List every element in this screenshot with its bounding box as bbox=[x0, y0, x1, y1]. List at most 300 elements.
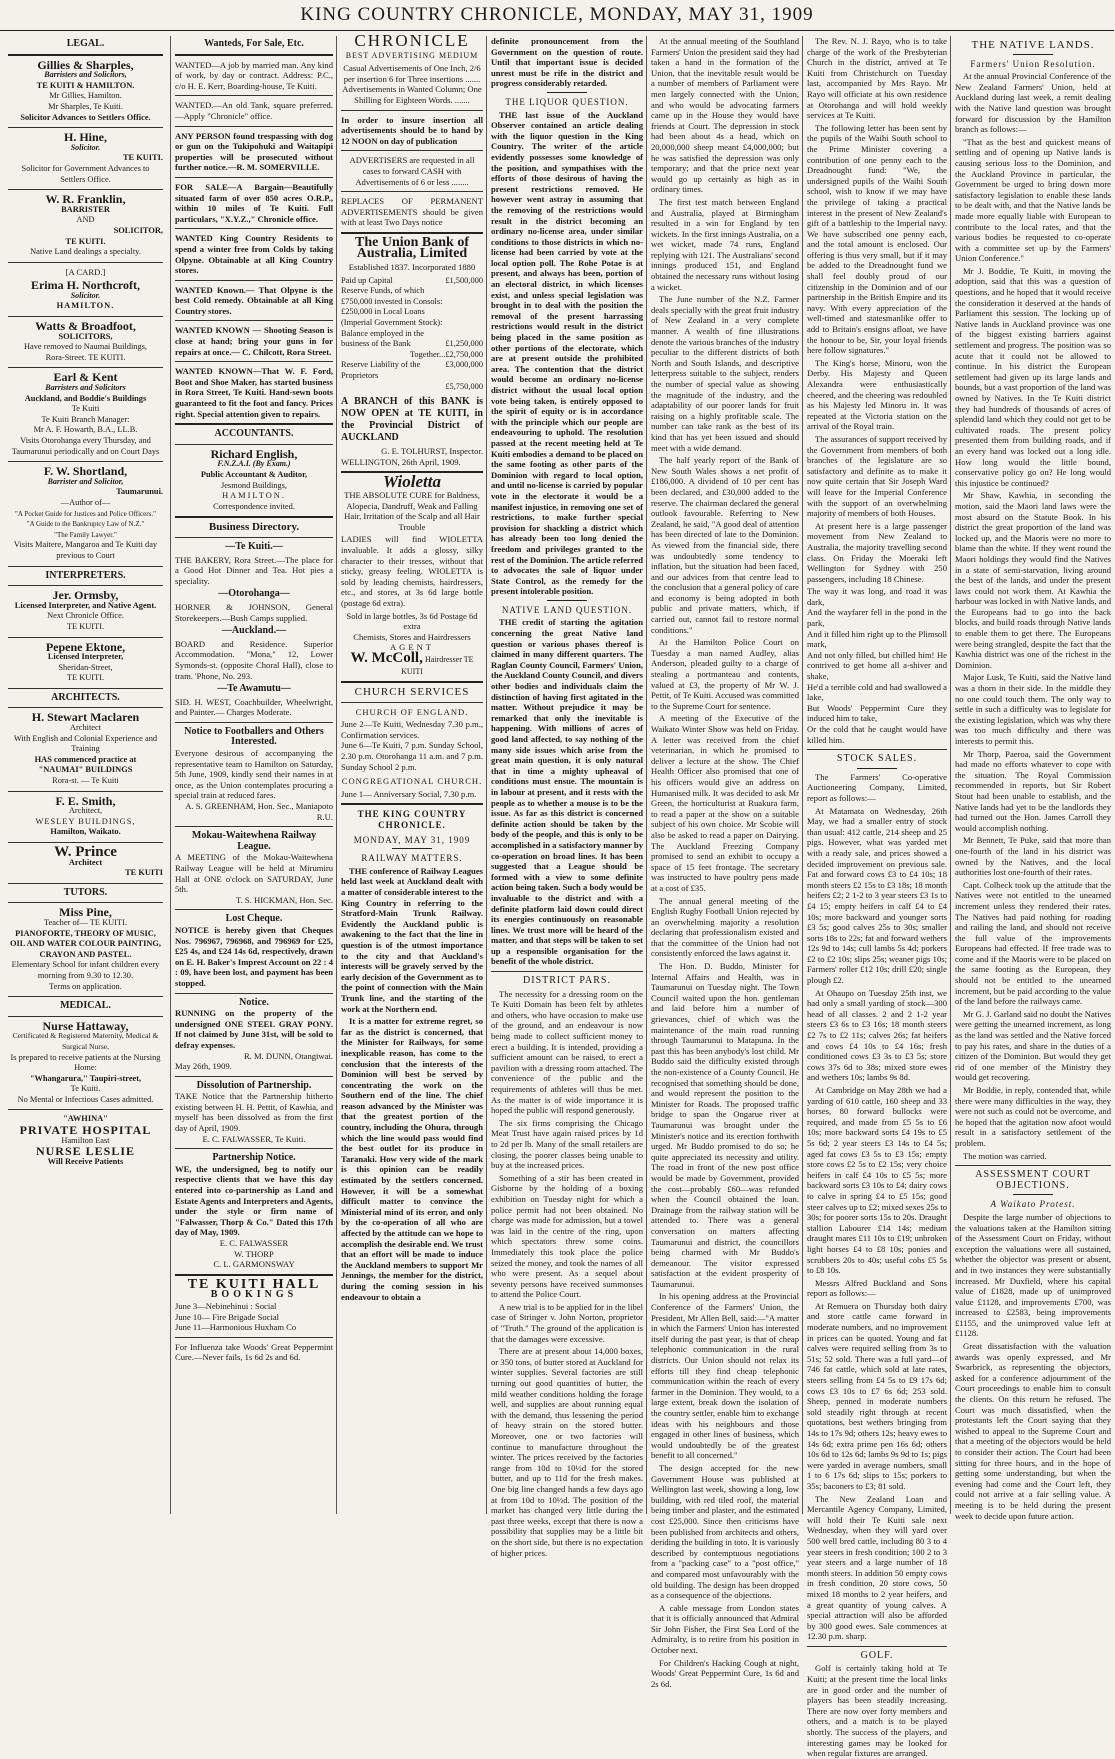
article-paragraph: The six firms comprising the Chicago Meat Trust have again raised prices by 1d to 2d per lb. Many of the small retailers are closing, the poorer classes being unable to buy at the increased prices. bbox=[491, 1117, 643, 1171]
notice-signature: W. THORP bbox=[234, 1248, 274, 1259]
card-line: "A Pocket Guide for Justices and Police Officers." bbox=[15, 509, 156, 518]
article-golf bbox=[807, 1663, 947, 1758]
hall-booking: June 3—Nebinehinui : Social bbox=[175, 1300, 277, 1311]
insertion-notice bbox=[341, 115, 483, 147]
article-paragraph: "That as the best and quickest means of settling and of opening up Native lands is causing serious loss to the Dominion, and the Auckland Province in particular, the Government be urged to bring down more satisfactory legislation to enable these lands to be dealt with, and that the Native lands be made more equally liable with European to contribute to the local rates, and that the various bodies be requested to co-operate with a committee set up by the Farmers' Union Conference." bbox=[955, 136, 1111, 264]
bank-table bbox=[341, 276, 483, 393]
section-tutors: TUTORS. bbox=[63, 886, 108, 898]
agent-name: W. McColl, bbox=[350, 649, 423, 666]
column-news bbox=[646, 36, 803, 1689]
article-paragraph: The Rev. N. J. Rayo, who is to take charge of the work of the Presbyterian Church in the district, arrived at Te Kuiti from Christchurch on Tuesday last, accompanied by Mrs Rayo. Mr Rayo will officiate at his own residence at Otorohanga and will hold weekly services at Te Kuiti. bbox=[807, 36, 947, 121]
card-line: PIANOFORTE, THEORY OF MUSIC, OIL AND WATER COLOUR PAINTING, CRAYON AND PASTEL. bbox=[9, 928, 161, 959]
article-paragraph: The June number of the N.Z. Farmer deals specially with the great fruit industry of New Zealand in a very complete manner. A wealth of fine illustrations denote the various branches of the industry peculiar to the different districts of both North and South Islands, and descriptive letterpress suitable to the subject, renders the number of special value as showing the magnitude of the industry, and the adaptability of our poorer lands for fruit raising on a highly profitable scale. The number can take rank as the best of its kind that has yet been issued and should meet with a wide demand. bbox=[651, 294, 799, 453]
agent-title: Hairdresser TE KUITI bbox=[401, 654, 474, 676]
card-shortland bbox=[8, 466, 163, 561]
ad-text: AGENT bbox=[389, 642, 435, 653]
card-line: Sheridan-Street, bbox=[58, 662, 113, 672]
ad-text: SID. H. WEST, Coachbuilder, Wheelwright, and Painter.— Charges Moderate. bbox=[175, 696, 333, 718]
table-row bbox=[341, 360, 483, 381]
service-item: June 2—Te Kuiti, Wednesday 7.30 p.m., Confirmation services. bbox=[341, 719, 483, 740]
article-paragraph: A cable message from London states that it is officially announced that Admiral Sir John Fisher, the First Sea Lord of the Admiralty, is to retire from his position in October next. bbox=[651, 1602, 799, 1656]
chronicle-subtitle: BEST ADVERTISING MEDIUM bbox=[345, 50, 479, 60]
card-name: Pepene Ektone, bbox=[45, 639, 126, 654]
card-name: H. Stewart Maclaren bbox=[31, 710, 140, 725]
table-row bbox=[341, 276, 483, 287]
card-label: [A CARD.] bbox=[65, 266, 106, 277]
card-line: Solicitor for Government Advances to Settlers Office. bbox=[21, 163, 150, 184]
classified-ad bbox=[175, 285, 333, 317]
directory-town: —Otorohanga— bbox=[218, 588, 290, 600]
article-heading: GOLF. bbox=[860, 1649, 894, 1661]
masthead: KING COUNTRY CHRONICLE, MONDAY, MAY 31, 1909 bbox=[0, 0, 1114, 31]
notice-partnership bbox=[175, 1153, 333, 1270]
article-heading: DISTRICT PARS. bbox=[523, 975, 611, 987]
card-line: TE KUITI. bbox=[66, 621, 105, 631]
ad-text: WANTED KNOWN—That W. F. Ford, Boot and Shoe Maker, has started business in Rora Street, Te Kuiti. Hand-sewn boots guaranteed to fit the foot and fancy. Prices right. Special attention given to repairs. bbox=[175, 366, 333, 419]
table-row bbox=[341, 350, 483, 361]
card-line: Visits Otorohanga every Thursday, and Taumarunui periodically and on Court Days bbox=[11, 436, 160, 456]
notice-pony bbox=[175, 998, 333, 1072]
card-line: Elementary School for infant children every morning from 9.30 to 12.30. bbox=[11, 960, 160, 980]
article-paragraph: The half yearly report of the Bank of New South Wales shows a net profit of £186,000. A dividend of 10 per cent has been declared, and £30,000 added to the reserve. The chairman declared the general outlook favourable. Referring to New Zealand, he said, "A good deal of attention has been directed of late to the Dominion. As viewed from the financial side, there was undoubtedly some tendency to inflation, but the situation had been faced, and our advices from that centre lead to the conclusion that a general policy of care and economy is being adopted in both public and private matters, which, if carried out, cannot fail to restore normal conditions." bbox=[651, 455, 799, 635]
classified-ad bbox=[175, 182, 333, 224]
card-line: Terms on application. bbox=[49, 981, 122, 991]
article-paragraph: The King's horse, Minoru, won the Derby. His Majesty and Queen Alexandra were enthusiastically cheered, and the cheering was redoubled as his Majesty led Minoru in. It was repeated at the Victoria station on the arrival of the Royal train. bbox=[807, 357, 947, 432]
article-heading: NATIVE LAND QUESTION. bbox=[501, 604, 633, 615]
classified-ad bbox=[175, 325, 333, 357]
article-paragraph: Major Lusk, Te Kuiti, said the Native land was a thorn in their side. In the middle they no one could touch them. The only way to settle in such a difficulty was to legislate for the existing legislation, which was why there was too much difficulty and there was interests to permit this. bbox=[955, 672, 1111, 746]
card-title: Barrister and Solicitor, bbox=[47, 476, 124, 486]
editorial-date: MONDAY, MAY 31, 1909 bbox=[353, 834, 471, 845]
row-value: £5,750,000 bbox=[445, 381, 483, 391]
card-name: Richard English, bbox=[210, 446, 298, 461]
card-title: Architect, bbox=[68, 806, 103, 816]
column-news-stock bbox=[802, 36, 951, 1759]
branch-text: A BRANCH of this BANK is NOW OPEN at TE KUITI, in the Provincial District of AUCKLAND bbox=[341, 396, 483, 444]
row-value: £3,000,000 bbox=[445, 360, 483, 370]
card-line: Correspondence invited. bbox=[213, 501, 295, 511]
card-line: Hamilton East bbox=[61, 1135, 110, 1145]
card-line: Hamilton, Waikato. bbox=[50, 827, 121, 837]
card-line: Will Receive Patients bbox=[47, 1156, 124, 1166]
directory-entry bbox=[175, 639, 333, 681]
hall-subtitle: BOOKINGS bbox=[210, 1289, 298, 1301]
notice-text: TAKE Notice that the Partnership hitherto existing between H. H. Pettit, of Kawhia, and myself has been dissolved as from the first day of April, 1909. bbox=[175, 1091, 333, 1134]
card-line: SOLICITOR, bbox=[113, 225, 163, 235]
hall-booking: June 10— Fire Brigade Social bbox=[175, 1311, 280, 1322]
article-stock-sales bbox=[807, 772, 947, 1642]
article-heading: THE NATIVE LANDS. bbox=[971, 39, 1095, 51]
notice-signature: R. M. DUNN, Otangiwai. bbox=[243, 1050, 333, 1061]
section-medical: MEDICAL. bbox=[60, 1000, 111, 1012]
article-paragraph: At Matamata on Wednesday, 26th May, we had a smaller entry of stock than usual: 412 cattle, 214 sheep and 25 pigs. However, what was yarded met with a ready sale, and prices showed a decided improvement on previous sale. Fat and forward cows £3 to £4 10s; 18 month steers £2 15s to £3 18s; 18 month heifers £2; 2 1-2 to 3 year steers £3 1s to £4 15; empty heifers in calf £4 to £4 10s; more backward and younger sorts £3 5s; good calves 25s to 30s; smaller sorts 18s to 22s; fat and forward wethers 12s 9d to 14s; cull lambs 5s 4d; porkers £2 to £2 10s; slips 25s; weaner pigs 10s; Farmers' roller £12 10s; drill £20; single plough £2. bbox=[807, 805, 947, 986]
church-subheading: CONGREGATIONAL CHURCH. bbox=[341, 776, 483, 787]
card-title: Architect bbox=[69, 723, 102, 733]
section-accountants: ACCOUNTANTS. bbox=[214, 428, 294, 440]
article-paragraph: At the annual meeting of the Southland Farmers' Union the president said they had taken a hand in the formation of the Union, that the inevitable result would be a number of members of Parliament were men largely connected with the Union, and who would be advocating farmers came up in the House they would have friends at Court. The depression in stock had been about 4s a head, which on 20,000,000 sheep meant £4,000,000; but he was satisfied the depression was only temporary; and that the price next year would go up certainly as high as in ordinary times. bbox=[651, 36, 799, 195]
card-line: "Whangarura," Taupiri-street, bbox=[29, 1073, 142, 1083]
directory-town: —Te Awamutu— bbox=[217, 683, 291, 695]
row-label bbox=[341, 382, 445, 393]
article-paragraph: The following letter has been sent by the pupils of the Waihi South school to the Prime Minister covering a contribution of one penny each to the Dreadnought fund: "We, the undersigned pupils of the Waihi South school, wish to know if we may have the privilege of taking a practical interest in the present of New Zealand's gift of a battleship to the Imperial navy. We have subscribed one penny each, and the total amount is enclosed. Our offering is thus very small, but if it may be added to the Dreadnought fund we shall feel doubly proud of our citizenship in the Dominion and of our partnership in the British Empire and its navy. With every appreciation of the well-timed and statesmanlike offer to add to Britain's ensigns afloat, we have the honour to be, Sir, your loyal friends here follow signatures." bbox=[807, 122, 947, 356]
card-line: Have removed to Naumai Buildings, bbox=[23, 342, 148, 352]
card-town: HAMILTON. bbox=[56, 301, 115, 311]
card-title: Solicitor. bbox=[70, 142, 101, 152]
card-line: AND bbox=[76, 215, 95, 225]
card-franklin bbox=[8, 194, 163, 258]
card-name: Jer. Ormsby, bbox=[52, 588, 119, 603]
article-verse: The way it was long, and road it was dark, And the wayfarer fell in the pond in the park, And it filled him right up to the Plimsoll mark, And not only filled, but chilled him! He contrived to get home all a-shiver and shake, He'd a terrible cold and had swallowed a lake, But Woods' Peppermint Cure they induced him to take, Or the cold that he caught would have killed him. bbox=[807, 586, 947, 745]
article-paragraph: The Hon. D. Buddo, Minister for Internal Affairs and Health, was in Taumarunui on Tuesday night. The Town Council waited upon the hon. gentleman and laid before him a number of grievances, chief of which was the maintenance of the main road running through Taumarunui to Matapuna. In the past this has been anybody's lost child. Mr Buddo said the difficulty existed through the non-existence of a County Council. He recognised that something should be done, and would represent the position to the Minister for Roads. The proposed traffic bridge to span the Ongarue river at Taumarunui was brought under the Minister's notice and its erection forthwith urged. Mr Buddo promised to do so; he quite appreciated its necessity and utility. The road in front of the new post office would be made by Government, provided the cost—probably £60—was refunded when the Council obtained the loan. Drainage from the railway station will be attended to. There was a general conversation on matters affecting Taumarunui and district, the councillors being charmed with Mr Buddo's demeanour. The visitor expressed satisfaction at the evident prosperity of Taumarunui. bbox=[651, 961, 799, 1289]
replaces-notice bbox=[341, 196, 483, 228]
article-paragraph: Golf is certainly taking hold at Te Kuiti; at the present time the local links are in good order and the number of players has been steadily increasing. There are now over forty members and others, and a match is to be played shortly. The success of the players, and interesting games may be looked for when regular fixtures are arranged. bbox=[807, 1663, 947, 1759]
ad-text: WANTED King Country Residents to spend a winter free from Colds by taking Olpyne. Obtainable at all King Country stores. bbox=[175, 233, 333, 276]
card-title: Architect bbox=[68, 857, 103, 867]
card-title: Barristers and Solicitors bbox=[45, 383, 126, 393]
article-native-land bbox=[491, 617, 643, 967]
ad-text: For Influenza take Woods' Great Peppermint Cure.—Never fails, 1s 6d 2s and 6d. bbox=[175, 1341, 333, 1363]
article-paragraph: Great dissatisfaction with the valuation awards was openly expressed, and Mr Swarbrick, as representing the objectors, asked for a conference adjournment of the Court proceedings to enable him to consult the clients. On this return he refused. The Court was much dissatisfied, when the protestants left the Court saying that they wished to appeal to the Supreme Court and that a meeting of the objectors would be held to consider their action. The Court had been sitting for three hours, and in the hope of getting some understanding, but when the evening had come and the Court left, they could not arrive at a fair selling value. A meeting is to be held during the present week to decide upon future action. bbox=[955, 1341, 1111, 1521]
card-line: Licensed Interpreter, bbox=[47, 652, 124, 662]
notice-text: NOTICE is hereby given that Cheques Nos. 796967, 796968, and 796969 for £25, £25 4s, and £24 14s 6d, respectively, drawn on E. H. Baker's Imprest Account on 22 : 4 : 09, have been lost, and payment has been stopped. bbox=[175, 924, 333, 988]
article-paragraph: At Cambridge on May 28th we had a yarding of 610 cattle, 160 sheep and 33 horses, 80 forward bullocks were required, and made from £5 5s to £6 10s; more backward sorts £4 19s to £5 5s 6d; 2 year steers £3 14s to £4 5s; aged fat cows £3 5s to £3 15s; empty store cows £2 5s to £2 15s; very choice heifers in calf £4 10s to £5 5s; more backward sorts £3 10s to £4; dairy cows to calve in spring £4 to £5 15s; good steer calves up to £2; mixed sexes 25s to 30s; for poorer sorts 15s to 20s. Draught stallion Labourer £14 14s; medium draught mares £11 10s to £19; unbroken light horses £4 to £8 10s; ponies and scrubbers 20s to 40s; useful cobs £5 5s to £8 10s. bbox=[807, 1085, 947, 1276]
wioletta-title: Wioletta bbox=[383, 472, 441, 492]
article-news-items bbox=[807, 36, 947, 745]
wioletta-agent bbox=[341, 611, 483, 678]
rates-text: Advertisements in Wanted Column; One Shilling for Eighteen Words. ....... bbox=[342, 84, 482, 105]
wioletta-ladies bbox=[341, 534, 483, 608]
notice-signature: E. C. FALWASSER, Te Kuiti. bbox=[202, 1133, 306, 1144]
article-paragraph: Something of a stir has been created in Gisborne by the holding of a boxing exhibition on Tuesday night for which a police permit had not been obtained. No charge was made for admission, but a towel was laid in the centre of the ring, upon which spectators threw some coins. Immediately this took place the police seized the money, and took the names of all who were present. As a sequel about seventy persons have received summonses to attend the Police Court. bbox=[491, 1172, 643, 1300]
notice-signature: T. S. HICKMAN, Hon. Sec. bbox=[236, 894, 333, 905]
article-paragraph: At Remuera on Thursday both dairy and store cattle came forward in moderate numbers, and no improvement in prices can be quoted. Young and fat calves were required selling from 3s to 51s; 52 sold. There was a full yard—of 746 fat cattle, which sold at late rates, steers selling from £4 5s to £9 17s 6d; cows £3 10s to £7 6s 6d; 253 sold. Sheep, penned in moderate numbers sold steadily right through at recent quotations, best wethers bringing from 14s to 17s 9d; others 12s; heavy ewes to 14s 6d; extra prime pen 16s 6d; others 10s 6d to 12s 6d; lambs 9s 9d to 1s; pigs were yarded in average numbers, small 1 to 6 17s 6d; slips to 15s; porkers to 35s; baconers to £3; 81 sold. bbox=[807, 1300, 947, 1491]
ad-text: HORNER & JOHNSON, General Storekeepers.—Bush Camps supplied. bbox=[175, 601, 333, 623]
row-value: £2,750,000 bbox=[445, 349, 483, 359]
card-line: Jesmond Buildings, bbox=[220, 480, 288, 490]
card-line: Rora-st. — Te Kuiti bbox=[52, 776, 119, 786]
row-label: Together... bbox=[409, 349, 446, 359]
article-paragraph: For Children's Hacking Cough at night, Woods' Great Peppermint Cure, 1s 6d and 2s 6d. bbox=[651, 1657, 799, 1689]
directory-entry bbox=[175, 697, 333, 718]
column-wanteds bbox=[170, 36, 337, 1514]
card-title: BARRISTER bbox=[61, 204, 110, 214]
card-hattaway bbox=[8, 1018, 163, 1106]
card-gillies bbox=[8, 57, 163, 124]
classified-ad bbox=[175, 233, 333, 275]
section-interpreters: INTERPRETERS. bbox=[45, 569, 126, 581]
card-line: Mr A. F. Howarth, B.A., LL.B. bbox=[33, 425, 138, 435]
service-item: June 1— Anniversary Social, 7.30 p.m. bbox=[341, 788, 477, 799]
card-line: Teacher of— TE KUITI. bbox=[44, 917, 127, 927]
article-subheading: Farmers' Union Resolution. bbox=[970, 58, 1096, 69]
notice-heading: Lost Cheque. bbox=[225, 913, 283, 925]
ad-text: WANTED KNOWN — Shooting Season is close at hand; bring your guns in for repairs at once.— C. Chilcott, Rora Street. bbox=[175, 325, 333, 357]
table-row bbox=[341, 382, 483, 393]
card-line: HAMILTON. bbox=[222, 491, 286, 501]
ad-text: WANTED.—An old Tank, square preferred.—Apply "Chronicle" office. bbox=[175, 100, 333, 121]
card-line: Is prepared to receive patients at the Nursing Home: bbox=[10, 1052, 161, 1073]
card-town: TE KUITI & HAMILTON. bbox=[36, 80, 135, 90]
notice-signature: E. C. FALWASSER bbox=[219, 1238, 289, 1248]
card-smith bbox=[8, 793, 163, 838]
card-english bbox=[175, 446, 333, 513]
ad-text: THE ABSOLUTE CURE for Baldness, Alopecia, Dandruff, Weak and Falling Hair, Irritation of the Scalp and all Hair Trouble bbox=[344, 490, 480, 532]
notice-text: A MEETING of the Mokau-Waitewhena Railway League will be held at Mirumiru Hall at ONE o'clock on SATURDAY, June 5th. bbox=[175, 852, 333, 895]
notice-heading: Notice to Footballers and Others Interested. bbox=[184, 725, 324, 748]
notice-text: WE, the undersigned, beg to notify our respective clients that we have this day entered into co-partnership as Land and Estate Agents and Interpreters and Agents, under the style or firm name of "Falwasser, Thorp & Co." Dated this 17th day of May, 1909. bbox=[175, 1163, 333, 1238]
card-awhina bbox=[8, 1114, 163, 1167]
card-line: Public Accountant & Auditor, bbox=[200, 470, 308, 479]
card-title: F.N.Z.A.I. (By Exam.) bbox=[217, 459, 291, 469]
ad-text: BOARD and Residence. Superior Accommodation. "Mona," 12, Lower Symonds-st. (opposite Choral Hall), close to tram. 'Phone, No. 293. bbox=[175, 638, 333, 681]
row-value: £1,500,000 bbox=[445, 275, 483, 285]
card-line: "A Guide to the Bankruptcy Law of N.Z." bbox=[26, 520, 145, 529]
notice-heading: Partnership Notice. bbox=[212, 1152, 296, 1164]
card-northcroft bbox=[8, 280, 163, 312]
classified-ad bbox=[175, 60, 333, 92]
article-paragraph: Mr Thorp, Paeroa, said the Government had made no efforts whatever to cope with the situation. The Royal Commission recommended in reports, but Sir Robert Stout had been unable to establish, and the Native lands had yet to be the landlords they had turned out the Hon. James Carroll they would accomplish nothing. bbox=[955, 748, 1111, 833]
article-heading: THE LIQUOR QUESTION. bbox=[505, 96, 629, 107]
article-paragraph: The annual general meeting of the English Rugby Football Union rejected by an overwhelming majority a resolution declaring that professionalism existed and that the committee of the Union had not consistently enforced the laws against it. bbox=[651, 895, 799, 959]
card-name: Watts & Broadfoot, bbox=[35, 319, 136, 334]
card-title: Solicitor. bbox=[70, 290, 101, 300]
bank-established: Established 1837. Incorporated 1880 bbox=[348, 262, 476, 273]
wioletta-ad bbox=[341, 490, 483, 532]
chronicle-title: CHRONICLE bbox=[354, 31, 470, 50]
article-paragraph: The assurances of support received by the Government from members of both branches of the legislature are so satisfactory and definite as to make it now quite certain that Sir Joseph Ward will leave for the Imperial Conference with the support of an overwhelming majority of members of both Houses. bbox=[807, 433, 947, 519]
row-value: £1,250,000 bbox=[445, 339, 483, 349]
directory-entry bbox=[175, 555, 333, 587]
card-name: Gillies & Sharples, bbox=[37, 57, 134, 72]
article-paragraph: A new trial is to be applied for in the libel case of Stringer v. John Norton, proprietor of "Truth." The ground of the application is that the damages were excessive. bbox=[491, 1301, 643, 1344]
article-paragraph: The necessity for a dressing room on the Te Kuiti Domain has been felt by athletes and others, who have occasion to make use of the ground, and an endeavour is now being made to collect sufficient money to erect a building. It is intended, providing a sufficient amount can be raised, to erect a pavilion with a dressing room attached. The convenience of the public and the requirements of athletes will thus be met. As the matter is of wide importance it is hoped the public will respond generously. bbox=[491, 988, 643, 1116]
column-chronicle bbox=[336, 31, 487, 1514]
bank-signature bbox=[341, 446, 483, 467]
article-paragraph: There are at present about 14,000 boxes, or 350 tons, of butter stored at Auckland for winter supplies. Several factories are still turning out good quantities of butter, the mild weather conditions holding the forage well, and supplies are about running equal with the demand, thus lessening the period of heavy strain on the stored butter. Moreover, one or two factories will continue to manufacture throughout the winter. The prices received by the factories range from 10d to 10½d for the stored butter, and up to 11d for the fresh makes. One big line changed hands a few days ago at from 10d to 10½d. The position of the market has changed very little during the past three weeks, except that there is now a possibility that supplies may be a little bit on the short side, but there is no expectation of higher prices. bbox=[491, 1346, 643, 1558]
card-name: F. W. Shortland, bbox=[43, 464, 128, 479]
bank-branch bbox=[341, 396, 483, 444]
signature-date: WELLINGTON, 26th April, 1909. bbox=[341, 456, 461, 467]
article-paragraph: It is a matter for extreme regret, so far as the district is concerned, that the Minister for Railways, for some inexplicable reason, has come to the conclusion that the interests of the Dominion will best be served by concentrating the work on the Southern end of the line. The chief reason advanced by the Minister was that the greatest portion of the country, including the Ohura, through which the line would pass would find the best outlet for its produce in Taranaki. How very wide of the mark is this opinion can be readily estimated by the settlers concerned. However, it will be a somewhat difficult matter to convince the Ministerial mind of its error, and only by the co-operation of all who are affected by the attitude can we hope to accomplish the desirable end. We trust that an effort will be made to induce the Auckland members to support Mr Jennings, the member for the district, during the coming session in his endeavour to obtain a bbox=[341, 1016, 483, 1302]
card-line: HAS commenced practice at bbox=[34, 754, 137, 764]
card-town: TE KUITI bbox=[125, 868, 163, 878]
card-town: TE KUITI. bbox=[65, 236, 106, 246]
card-name: Erima H. Northcroft, bbox=[30, 278, 141, 293]
notice-text: RUNNING on the property of the undersigned ONE STEEL GRAY PONY. If not claimed by June 31st, will be sold to defray expenses. bbox=[175, 1008, 333, 1050]
article-paragraph: In his opening address at the Provincial Conference of the Farmers' Union, the President, Mr Allen Bell, said:—"A matter in which the Farmers' Union has interested itself during the past year, is that of cheap telephonic communication in the rural districts. Our Union should not relax its efforts till they find cheap telephonic communication within the reach of every farmer in the Dominion. They would, to a large extent, break down the isolation of the country settler, enable him to exchange ideas with his neighbours and those engaged in other lines of business, which would undoubtedly be of the greatest benefit to all concerned." bbox=[651, 1291, 799, 1461]
notice-date: May 26th, 1909. bbox=[175, 1061, 232, 1072]
card-ormsby bbox=[8, 590, 163, 632]
ad-text: WANTED Known.— That Olpyne is the best Cold remedy. Obtainable at all King Country stores. bbox=[175, 284, 333, 316]
article-paragraph: A meeting of the Executive of the Waikato Winter Show was held on Friday. A letter was received from the chief veterinarian, in which he promised to deliver a lecture at the show. The Chief Health Officer also promised that one of his officers would give an address on Humanised milk. It was decided to ask Mr Green, the horticulturist at Ruakura farm, to read a paper at the show on a suitable subject of his own choice. Mr Scobie will also be asked to read a paper on Dairying. The Auckland Freezing Company promised to send an exhibit to occupy a space of 15 feet frontage. The secretary was instructed to have poultry pens made at a cost of £35. bbox=[651, 713, 799, 893]
article-paragraph: Mr Boddie, in reply, contended that, while there were many difficulties in the way, they were not such as could not be overcome, and he hoped that the agitation now afoot would result in a satisfactory settlement of the problem. bbox=[955, 1085, 1111, 1148]
directory-town: —Te Kuiti.— bbox=[225, 540, 283, 552]
card-town: Taumarunui. bbox=[116, 487, 163, 497]
row-label: Reserve Liability of the Proprietors bbox=[341, 360, 421, 381]
classified-ad bbox=[175, 366, 333, 419]
card-line: Te Kuiti. bbox=[70, 1084, 101, 1094]
notice-text: Everyone desirous of accompanying the representative team to Hamilton on Saturday, 5th June, 1909, kindly send their names in at once, as the Union contemplates procuring a special train at reduced fares. bbox=[175, 748, 333, 801]
notice-text: REPLACES OF PERMANENT ADVERTISEMENTS should be given with at least Two Days notice bbox=[341, 196, 483, 228]
card-watts bbox=[8, 321, 163, 363]
row-label: Paid up Capital bbox=[341, 275, 393, 285]
ad-text: LADIES will find WIOLETTA invaluable. It adds a glossy, silky character to their tresses, without that sticky, greasy feeling. WIOLETTA is sold by leading chemists, hairdressers, etc., and stores, at 3s 6d large bottle (postage 6d extra). bbox=[341, 534, 483, 608]
card-line: No Mental or Infectious Cases admitted. bbox=[17, 1094, 154, 1104]
column-editorials bbox=[486, 36, 647, 1558]
notice-footballers bbox=[175, 727, 333, 822]
row-label: Reserve Funds, of which £750,000 invested in Consols: £250,000 in Local Loans (Imperial Government Stock): Balance employed in the business of the Bank bbox=[341, 286, 443, 349]
card-ektone bbox=[8, 639, 163, 684]
notice-text: ADVERTISERS are requested in all cases to forward CASH with Advertisements of 6 or less ........ bbox=[349, 155, 475, 187]
column-legal bbox=[8, 36, 167, 1514]
card-name: Earl & Kent bbox=[53, 370, 118, 385]
service-item: June 6—Te Kuiti, 7 p.m. Sunday School, 2.30 p.m. Otorohanga 11 a.m. and 7 p.m. Sunday School 2 p.m. bbox=[341, 740, 483, 772]
card-title: Barristers and Solicitors, bbox=[44, 70, 127, 80]
notice-dissolution bbox=[175, 1081, 333, 1145]
card-line: —Author of— bbox=[60, 497, 111, 507]
card-line: With English and Colonial Experience and Training bbox=[13, 733, 158, 754]
article-railway-cont bbox=[491, 36, 643, 89]
section-legal: LEGAL. bbox=[66, 38, 105, 49]
card-name: Miss Pine, bbox=[59, 905, 112, 920]
section-wanteds: Wanteds, For Sale, Etc. bbox=[204, 38, 304, 49]
card-line: Licensed Interpreter, and Native Agent. bbox=[14, 600, 157, 610]
card-pine bbox=[8, 907, 163, 992]
card-line: Next Chronicle Office. bbox=[47, 611, 124, 621]
hall-bookings bbox=[175, 1276, 333, 1333]
article-railway bbox=[341, 866, 483, 1302]
hall-title: TE KUITI HALL bbox=[187, 1276, 321, 1292]
notice-signature: A. S. GREENHAM, Hon. Sec., Maniapoto R.U. bbox=[185, 801, 333, 822]
ad-influenza bbox=[175, 1342, 333, 1363]
ad-text: THE BAKERY, Rora Street.—The place for a Good Hot Dinner and Tea. Hot pies a speciality. bbox=[175, 554, 333, 586]
article-paragraph: definite pronouncement from the Government on the question of route. Until that important issue is decided unrest must be rife in the district and progress considerably retarded. bbox=[491, 36, 643, 89]
article-paragraph: The design accepted for the new Government House was published at Wellington last week, showing a long, low building, with red tiled roof, the material being timber and plaster, and the estimated cost £25,000. Since then criticisms have been published from architects and others, deriding the building in toto. It is variously described by contemptuous negotiations from a "packing case" to a "post office," and compared most unfavourably with the old building. The design has been dropped as a consequence of the objections. bbox=[651, 1462, 799, 1601]
notice-heading: Dissolution of Partnership. bbox=[196, 1079, 312, 1091]
article-liquor bbox=[491, 110, 643, 597]
card-name: Nurse Hattaway, bbox=[42, 1018, 129, 1033]
article-heading: RAILWAY MATTERS. bbox=[361, 853, 463, 864]
bank-name: The Union Bank of Australia, Limited bbox=[355, 234, 469, 261]
section-architects: ARCHITECTS. bbox=[51, 691, 120, 703]
card-name: "AWHINA" bbox=[63, 1114, 108, 1124]
church-subheading: CHURCH OF ENGLAND. bbox=[355, 706, 469, 717]
card-line: PRIVATE HOSPITAL bbox=[19, 1123, 152, 1138]
card-town: TE KUITI. bbox=[122, 153, 163, 163]
article-paragraph: At Ohaupo on Tuesday 25th inst, we had only a small yarding of stock—300 head of all classes. 2 and 2 1-2 year steers £3 6s to £3 16s; 18 month steers £2 7s to £2 11s; calves 26s; fat heifers and cows £4 10s to £4 16s; fresh conditioned cows £3 3s to £3 5s; store cows 37s 6d to 38s; mixed store ewes and wethers 10s; lambs 9s 8d. bbox=[807, 987, 947, 1083]
ad-text: WANTED—A job by married man. Any kind of work, by day or contract. Address: P.C., c/o H. E. Kerr, Boarding-house, Te Kuiti. bbox=[175, 59, 333, 91]
directory-town: —Auckland.— bbox=[221, 625, 287, 637]
card-line: Rora-Street. TE KUITI. bbox=[45, 352, 126, 362]
card-name: W. Prince bbox=[54, 844, 117, 860]
article-paragraph: The first test match between England and Australia, played at Birmingham resulted in a win for England by ten wickets. In the first innings Australia, on a wet wicket, made 74 runs, England replying with 121. The Australians' second innings produced 151, and England obtained the necessary runs without losing a wicket. bbox=[651, 196, 799, 292]
ad-text: FOR SALE—A Bargain—Beautifully situated farm of over 850 acres O.R.P., within 10 miles of Te Kuiti. Full particulars, "X.Y.Z.," Chronicle office. bbox=[175, 181, 333, 224]
article-assessment-court bbox=[955, 1212, 1111, 1521]
article-subheading: A Waikato Protest. bbox=[990, 1199, 1076, 1210]
card-hine bbox=[8, 132, 163, 185]
section-directory: Business Directory. bbox=[208, 521, 300, 534]
directory-entry bbox=[175, 602, 333, 623]
article-paragraph: Despite the large number of objections to the valuations taken at the Hamilton sitting of the Assessment Court on Friday, without exception the valuations were all sustained, whether the objector was present or absent, and in two instances they were substantially increased. Mr Duxfield, where his capital value of £1828, made up of unimproved value £1128, and improvements £700, was increased to £2583, being improvements £1155, and the unimproved value left at £1128. bbox=[955, 1211, 1111, 1339]
card-line: Te Kuiti bbox=[71, 404, 100, 414]
article-paragraph: THE last issue of the Auckland Observer contained an article dealing with the liquor question in the King Country. The writer of the article evidently possesses some knowledge of the position, and sympathises with the efforts of those desirous of having the present restrictions removed. He however went astray in assuming that the removing of the restrictions would result in the district becoming an ordinary no-license area, under similar conditions to those districts in which no-license had been carried by vote at the local option poll. The Rohe Potae is at present, and always has been, portion of an electoral district, in which licenses exist, and unless special legislation was brought in to deal with the position the removal of the present harrassing restrictions would result in the district being placed in the same position as other portions of the electorate, which are at present outside the prohibited area. The contention that the district would become an ordinary no-license district without the usual local option vote being taken, is entirely opposed to the spirit of equity or is in accordance with the principle which our people are endeavouring to uphold. The resolution passed at the recent meeting held at Te Kuiti embodies a demand to be placed on the same footing as other parts of the Dominion with regard to local option, and until no-license is carried by popular vote in the electorate it would be a manifest injustice, in removing one set of restrictions, to make further special provision for shackling a district which has already been too long denied the freedom and privileges granted to the rest of the Dominion. The article referred to advocates the sale of liquor under State Control, as the remedy for the present intolerable position. bbox=[491, 109, 643, 597]
church-services bbox=[341, 789, 483, 800]
ad-text: ANY PERSON found trespassing with dog or gun on the Tukipohuki and Waitapipi properties will be prosecuted without further notice.—R. M. SOMERVILLE. bbox=[175, 130, 333, 173]
article-paragraph: At the annual Provincial Conference of the New Zealand Farmers' Union, held at Auckland during last week, a remit dealing with the Native land question was brought forward for discussion by the Hamilton branch as follows:— bbox=[955, 71, 1111, 135]
article-paragraph: The Farmers' Co-operative Auctioneering Company, Limited, report as follows:— bbox=[807, 771, 947, 803]
card-line: Te Kuiti Branch Manager: bbox=[41, 414, 130, 424]
article-paragraph: THE conference of Railway Leagues held last week at Auckland dealt with a matter of considerable interest to the King Country in referring to the Stratford-Main Trunk Railway. Evidently the Auckland public is awakening to the fact that the line in question is of the utmost importance to the city and that Auckland's interests will be gravely served by the early decision of the Government as to the point of connection with the Main Trunk line, and the starting of the work at the Northern end. bbox=[341, 865, 483, 1014]
classified-ad bbox=[175, 131, 333, 173]
article-paragraph: The motion was carried. bbox=[963, 1150, 1047, 1161]
article-paragraph: Mr Bennett, Te Puke, said that more than one-fourth of the land in his district was owned by the Natives, and the local authorities lost one-fourth of their rates. bbox=[955, 835, 1111, 878]
rates-text: Casual Advertisements of One Inch, 2/6 per insertion 6 for Three insertions ....... bbox=[343, 63, 481, 84]
card-line: NURSE LESLIE bbox=[35, 1144, 136, 1159]
article-paragraph: Messrs Alfred Buckland and Sons report as follows:— bbox=[807, 1277, 947, 1299]
ad-text: Chemists, Stores and Hairdressers bbox=[353, 631, 471, 642]
article-paragraph: The New Zealand Loan and Mercantile Agency Company, Limited, will hold their Te Kuiti sale next Wednesday, when they will yard over 500 well bred cattle, including 80 3 to 4 year steers in fresh condition; 100 2 to 3 year steers and a large number of 18 month steers. In addition 50 empty cows in fresh condition, 20 store cows, 50 mixed 18 months to 2 year heifers, and a great quantity of young calves. A special attraction will also be afforded by 300 good ewes. Sale commences at 12.30 p.m. sharp. bbox=[807, 1493, 947, 1642]
advertisers-notice bbox=[341, 155, 483, 187]
article-paragraph: Capt. Colbeck took up the attitude that the Natives were not entitled to the unearned increment unless they rendered their rates. The Natives had paid nothing for roading and railing the land, and should not receive the full value of the improvements Europeans had effected. If free trade was to come and if the Maoris were to be placed on the same footing as the European, they should not be entitled to the unearned increment, but be paid according to the value of the land before the railways came. bbox=[955, 879, 1111, 1007]
card-line: TE KUITI. bbox=[66, 673, 105, 683]
article-paragraph: At present here is a large passenger movement from New Zealand to Australia, the majority travelling second class. On Friday the Moeraki left Wellington for Sydney with 250 passengers, including 18 Chinese. bbox=[807, 520, 947, 584]
classified-ad bbox=[175, 100, 333, 121]
notice-text: In order to insure insertion all advertisements should be to hand by 12 NOON on day of publication bbox=[341, 114, 483, 146]
card-name: F. E. Smith, bbox=[55, 793, 116, 808]
notice-railway-league bbox=[175, 831, 333, 905]
card-name: H. Hine, bbox=[63, 130, 107, 145]
card-line: Auckland, and Boddie's Buildings bbox=[24, 393, 147, 403]
article-news-items bbox=[651, 36, 799, 1689]
article-paragraph: THE credit of starting the agitation concerning the great Native land question or various phases thereof is claimed in many different quarters. The Raglan County Council, Farmers' Union, the Auckland County Council, and divers other bodies and individuals claim the distinction of having first agitated in the matter. Without prejudice it may be remarked that only the inevitable is happening. With millions of acres of good land affected, to say nothing of the many side issues which arise from the great main question, it is only natural that in time a mighty upheaval of conditions must ensue. The mountain is in labour at present, and it rests with the people as to whether a mouse is to be the issue. As far as this district is concerned definite action should be taken by the body of the people, and this is only to be accomplished in a satisfactory manner by co-operation on broad lines. It has been suggested that a League should be formed with a view to some definite action being taken. Such a body would be invaluable to the district and with a definite platform laid down could direct its energies continuously on reasonable lines. We trust more will be heard of the matter, and that steps will be taken to set up a responsible organisation for the benefit of the whole district. bbox=[491, 617, 643, 967]
card-line: Mr Sharples, Te Kuiti. bbox=[48, 101, 123, 111]
hall-booking: June 11—Harmonious Huxham Co bbox=[175, 1322, 297, 1333]
card-line: "The Family Lawyer." bbox=[54, 530, 117, 539]
card-name: W. R. Franklin, bbox=[45, 192, 126, 207]
article-paragraph: At the Hamilton Police Court on Tuesday a man named Audley, alias Anderson, pleaded guilty to a charge of stealing a portmanteau and contents, valued at £3, the property of Mr W. J. Pettit, of Te Kuiti. Accused was committed to the Supreme Court for sentence. bbox=[651, 637, 799, 711]
notice-lost-cheque bbox=[175, 914, 333, 988]
rates bbox=[341, 63, 483, 105]
article-paragraph: Mr G. J. Garland said no doubt the Natives were getting the unearned increment, as long as the land was settled and the Native forced to pay his rates, and share in the duties of a citizen of the Dominion. But would they get rid of one member of the Ministry they would get recovering. bbox=[955, 1008, 1111, 1083]
card-line: "NAUMAI" BUILDINGS bbox=[38, 765, 133, 775]
card-line: WESLEY BUILDINGS, bbox=[35, 816, 136, 826]
card-maclaren bbox=[8, 712, 163, 786]
table-row bbox=[341, 286, 483, 350]
card-title: SOLICITORS, bbox=[58, 331, 113, 341]
article-heading: STOCK SALES. bbox=[836, 753, 918, 765]
ad-text: Sold in large bottles, 3s 6d Postage 6d extra bbox=[346, 610, 478, 632]
editorial-masthead: THE KING COUNTRY CHRONICLE. bbox=[357, 809, 467, 831]
article-native-lands bbox=[955, 71, 1111, 1161]
article-heading: ASSESSMENT COURT OBJECTIONS. bbox=[975, 1169, 1091, 1191]
article-paragraph: Mr Shaw, Kawhia, in seconding the motion, said the Maori land laws were the most absurd on the Statute Book. In his district the great proportion of the land was locked up, and the Maoris were no more to blame than the white. If they went round the Maori holdings they would find the Natives in a state of semi-starvation, living around the best of the lands, and under the present laws could not work them. At Kawhia the harbour was locked in with Native lands, and the Europeans had to go into the back blocks, and build roads through Native lands to enable them to get there. The Europeans were being strangled, despite the fact that the Kawhia district was one of the richest in the Dominion. bbox=[955, 490, 1111, 670]
card-earl bbox=[8, 372, 163, 457]
signature: G. E. TOLHURST, Inspector. bbox=[381, 446, 483, 457]
card-line: Native Land dealings a specialty. bbox=[30, 247, 141, 257]
notice-heading: Mokau-Waitewhena Railway League. bbox=[191, 830, 317, 852]
article-paragraph: Mr J. Boddie, Te Kuiti, in moving the adoption, said that this was a question of questions, and he hoped that it would receive the consideration it deserved at the hands of Parliament this session. The locking up of Native lands in Auckland province was one of the biggest existing barriers against settlement and progress. The position was so acute that it could not be allowed to continue. In his district the European settlement had given up its large lands and bounds, but a vast proportion of the land was owned by Natives. In the Te Kuiti district they had hundreds of thousands of acres of splendid land which they could not get to be cultivated roads. The present policy presented them from building roads, and if an every hand was locked out a long idle. How long would the little bound, conservative policy go on? He long would this injustice be continued? bbox=[955, 265, 1111, 488]
notice-signature: C. L. GARMONSWAY bbox=[213, 1259, 295, 1270]
card-line: Solicitor Advances to Settlers Office. bbox=[20, 112, 151, 122]
card-line: Visits Maitere, Mangaroa and Te Kuiti day previous to Court bbox=[13, 540, 158, 560]
column-native-lands bbox=[950, 36, 1115, 1521]
church-services bbox=[341, 719, 483, 772]
church-heading: CHURCH SERVICES bbox=[354, 686, 470, 699]
card-line: Mr Gillies, Hamilton. bbox=[49, 91, 122, 101]
card-prince bbox=[8, 844, 163, 879]
article-district-pars bbox=[491, 989, 643, 1558]
card-line: Certificated & Registered Maternity, Medical & Surgical Nurse, bbox=[12, 1031, 159, 1051]
